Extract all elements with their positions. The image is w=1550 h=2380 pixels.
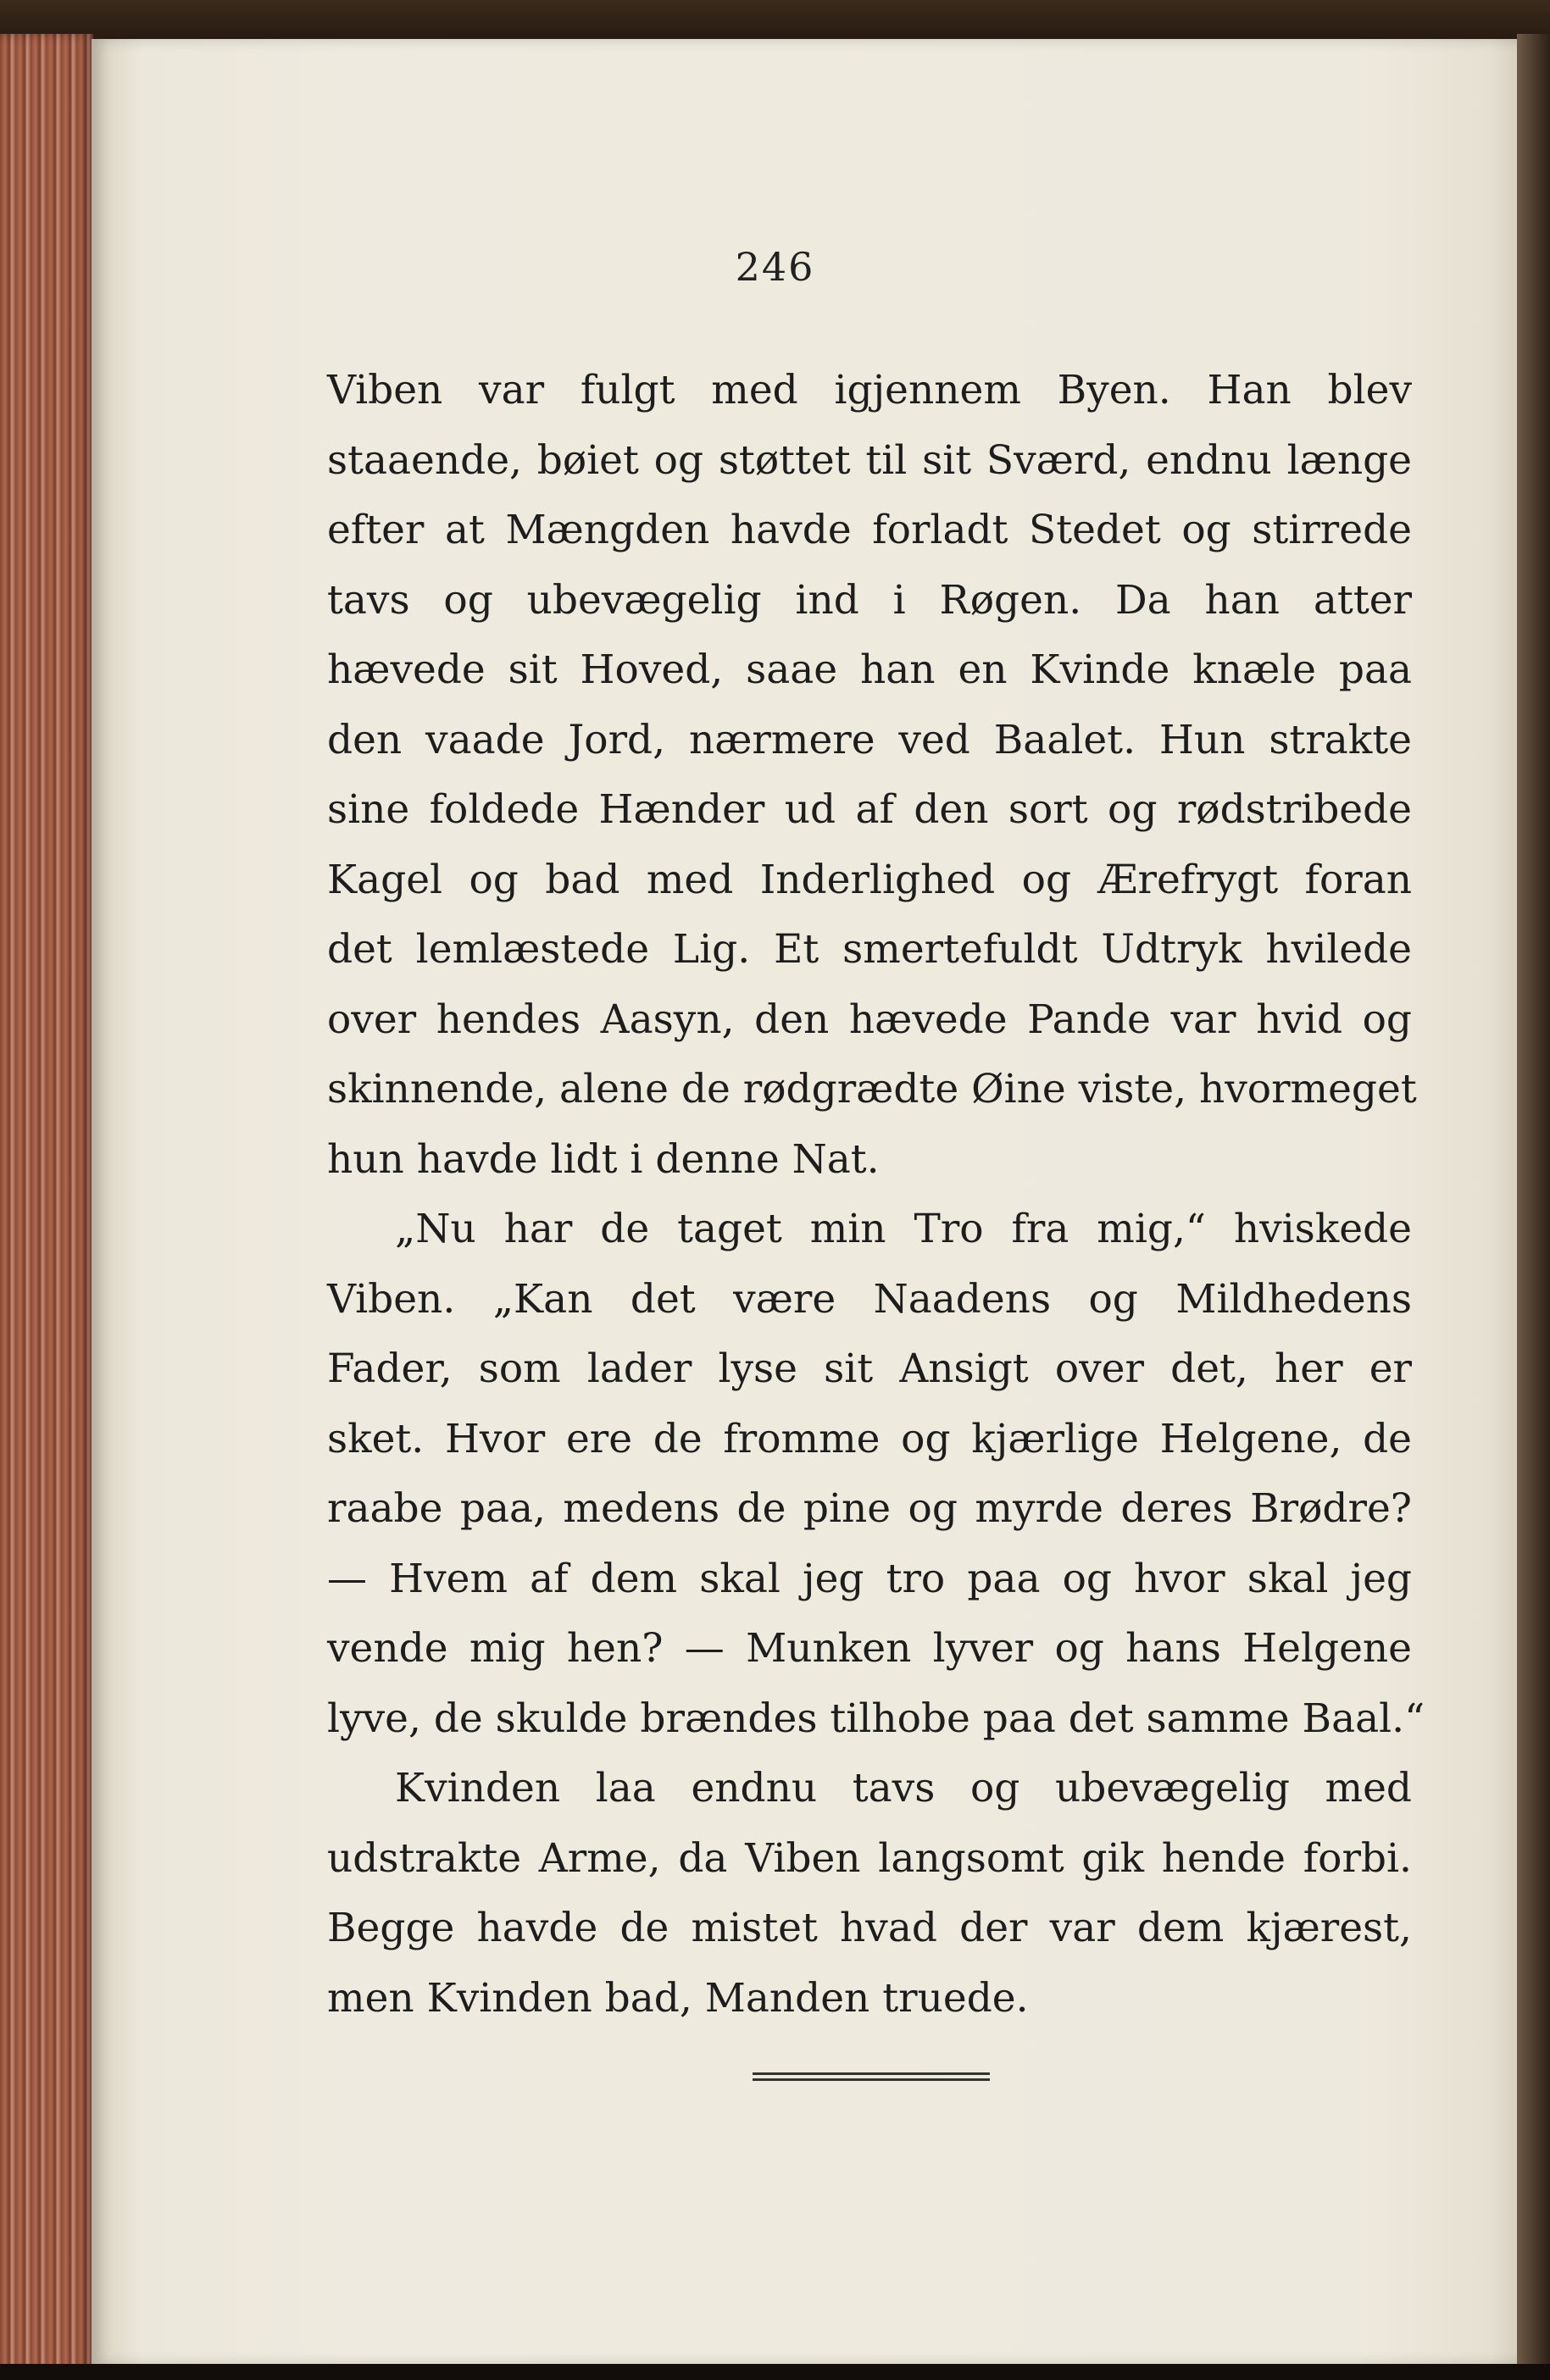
text-line: Fader, som lader lyse sit Ansigt over det, her er [327, 1345, 1412, 1392]
text-line: Begge havde de mistet hvad der var dem kjærest, [327, 1905, 1412, 1951]
text-line: Kagel og bad med Inderlighed og Ærefrygt foran [327, 856, 1412, 903]
text-line: men Kvinden bad, Manden truede. [327, 1974, 1029, 2022]
text-line: Kvinden laa endnu tavs og ubevægelig med [395, 1765, 1412, 1811]
text-line: udstrakte Arme, da Viben langsomt gik hende forbi. [327, 1834, 1412, 1882]
text-line: Viben var fulgt med igjennem Byen. Han blev [327, 367, 1412, 413]
text-line: staaende, bøiet og støttet til sit Sværd, endnu længe [327, 436, 1412, 484]
book-spine-edge [0, 34, 93, 2372]
text-line: lyve, de skulde brændes tilhobe paa det samme Baal.“ [327, 1695, 1425, 1742]
text-line: sket. Hvor ere de fromme og kjærlige Helgene, de [327, 1415, 1412, 1462]
text-line: „Nu har de taget min Tro fra mig,“ hviskede [395, 1206, 1412, 1252]
text-line: den vaade Jord, nærmere ved Baalet. Hun strakte [327, 716, 1412, 763]
text-line: hævede sit Hoved, saae han en Kvinde knæle paa [327, 646, 1412, 693]
section-separator-double-rule [753, 2072, 990, 2083]
text-line: sine foldede Hænder ud af den sort og rødstribede [327, 786, 1412, 833]
text-line: skinnende, alene de rødgrædte Øine viste, hvormeget [327, 1066, 1417, 1112]
text-line: vende mig hen? — Munken lyver og hans Helgene [327, 1625, 1412, 1672]
page-bottom-edge [0, 2364, 1550, 2380]
text-line: efter at Mængden havde forladt Stedet og stirrede [327, 507, 1412, 553]
text-line: tavs og ubevægelig ind i Røgen. Da han atter [327, 576, 1412, 624]
page-number: 246 [735, 244, 815, 290]
text-line: hun havde lidt i denne Nat. [327, 1135, 880, 1183]
text-line: over hendes Aasyn, den hævede Pande var hvid og [327, 996, 1412, 1043]
text-line: raabe paa, medens de pine og myrde deres Brødre? [327, 1485, 1412, 1532]
text-line: det lemlæstede Lig. Et smertefuldt Udtryk hvilede [327, 926, 1412, 973]
page-right-edge [1517, 34, 1550, 2380]
text-line: — Hvem af dem skal jeg tro paa og hvor skal jeg [327, 1555, 1412, 1602]
text-line: Viben. „Kan det være Naadens og Mildhedens [327, 1275, 1412, 1323]
separator-rule [753, 2078, 990, 2081]
body-text [327, 356, 1425, 2033]
separator-rule [753, 2072, 990, 2075]
